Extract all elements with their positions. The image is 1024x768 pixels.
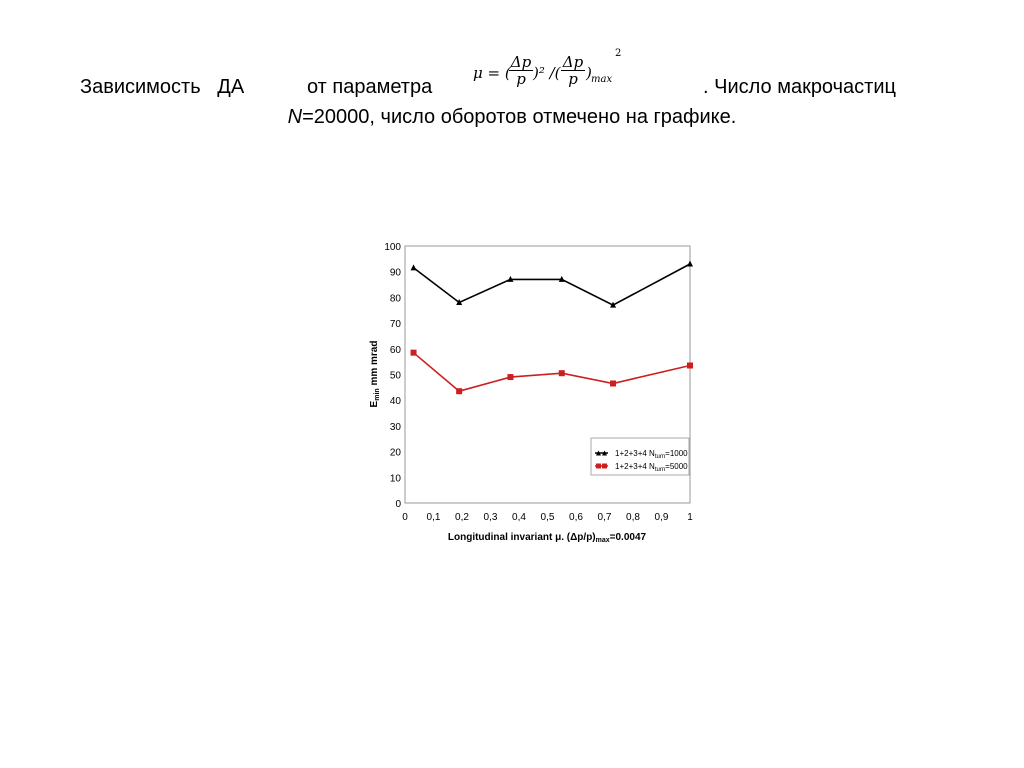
- legend-marker-2b: [602, 464, 607, 469]
- legend-label-2: 1+2+3+4 $N_{turn}=5000$: [615, 462, 688, 473]
- legend-label-1: 1+2+3+4 $N_{turn}=1000$: [615, 449, 688, 460]
- y-axis: [384, 242, 401, 510]
- title-n-symbol: N: [287, 106, 303, 128]
- formula-mu: μ = (: [473, 64, 511, 82]
- y-tick-label: 70: [389, 319, 401, 331]
- series-2-marker: [411, 350, 417, 356]
- x-tick-label: 0,2: [455, 512, 469, 523]
- series-2-marker: [687, 363, 693, 369]
- title-line-2: [0, 102, 1024, 132]
- x-tick-label: 0,5: [540, 512, 555, 523]
- y-tick-label: 30: [389, 421, 401, 433]
- x-axis-label: Longitudinal invariant μ. $(\Delta p/p)_{max}=0.0047$: [447, 532, 647, 544]
- series-2-marker: [610, 380, 616, 386]
- x-tick-label: 0,3: [483, 512, 498, 523]
- formula-den-2: p: [568, 70, 578, 88]
- legend: [591, 438, 689, 475]
- title-part-2: от параметра: [307, 76, 433, 98]
- y-tick-label: 40: [389, 396, 401, 408]
- y-axis-label: $E_{min}$ mm mrad: [369, 340, 381, 408]
- y-tick-label: 60: [389, 344, 401, 356]
- series-2-marker: [456, 388, 462, 394]
- x-tick-label: 0,7: [597, 512, 612, 523]
- formula-fraction-1: [509, 54, 533, 87]
- formula-fraction-2: [561, 54, 585, 87]
- y-tick-label: 100: [384, 242, 401, 253]
- title-part-1: Зависимость ДА: [80, 76, 245, 98]
- x-axis: [402, 512, 693, 523]
- y-tick-label: 0: [395, 499, 401, 510]
- formula-close: ): [586, 64, 592, 82]
- y-tick-label: 20: [389, 447, 401, 459]
- title-part-3: . Число макрочастиц: [703, 76, 896, 98]
- y-tick-label: 50: [389, 370, 401, 382]
- y-tick-label: 90: [389, 267, 401, 279]
- chart: [355, 236, 715, 556]
- formula-sup-2: 2: [615, 48, 622, 59]
- x-tick-label: 0,6: [569, 512, 583, 523]
- formula-num-1: Δp: [510, 53, 532, 71]
- title-line-2-text: =20000, число оборотов отмечено на графике.: [302, 106, 737, 128]
- series-2-marker: [507, 374, 513, 380]
- x-tick-label: 0,4: [512, 512, 526, 523]
- series-2-marker: [559, 370, 565, 376]
- x-tick-label: 0,8: [626, 512, 640, 523]
- formula-num-2: Δp: [562, 53, 584, 71]
- x-tick-label: 0,1: [426, 512, 441, 523]
- y-tick-label: 80: [389, 293, 401, 305]
- formula-den-1: p: [516, 70, 526, 88]
- x-tick-label: 1: [687, 512, 693, 523]
- x-tick-label: 0: [402, 512, 408, 523]
- y-tick-label: 10: [389, 473, 401, 485]
- x-tick-label: 0,9: [654, 512, 669, 523]
- formula-mid: )² /(: [533, 64, 561, 82]
- formula-sub-max: max: [591, 74, 613, 85]
- formula: [469, 48, 649, 104]
- legend-marker-2: [596, 464, 601, 469]
